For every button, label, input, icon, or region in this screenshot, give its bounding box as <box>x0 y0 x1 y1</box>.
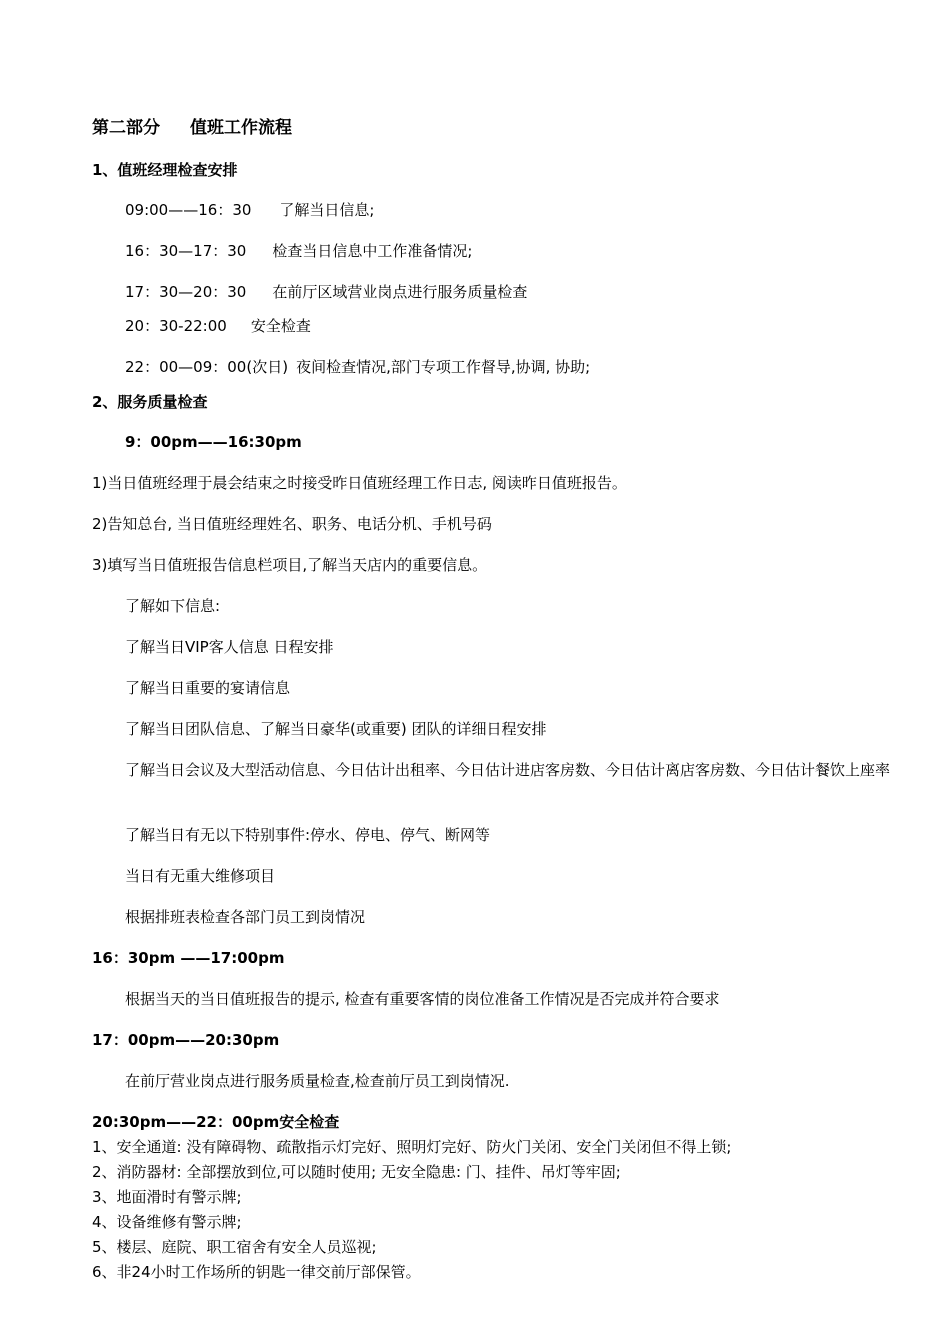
part-title: 第二部分 <box>92 118 160 138</box>
safety-item: 3、地面滑时有警示牌; <box>92 1188 242 1206</box>
safety-item: 2、消防器材: 全部摆放到位,可以随时使用; 无安全隐患: 门、挂件、吊灯等牢固; <box>92 1163 621 1181</box>
period-desc: 在前厅营业岗点进行服务质量检查,检查前厅员工到岗情况. <box>125 1072 510 1090</box>
part-subtitle: 值班工作流程 <box>190 118 292 138</box>
info-item: 根据排班表检查各部门员工到岗情况 <box>125 908 366 926</box>
page-title <box>92 118 292 138</box>
schedule-row <box>125 241 472 261</box>
section2-heading: 2、服务质量检查 <box>92 393 208 411</box>
info-item: 当日有无重大维修项目 <box>125 867 276 885</box>
schedule-desc: 了解当日信息; <box>279 201 375 219</box>
schedule-time: 22：00—09：00(次日) <box>125 358 289 376</box>
schedule-desc: 安全检查 <box>250 317 311 335</box>
schedule-time: 17：30—20：30 <box>125 283 247 301</box>
schedule-row <box>125 200 374 220</box>
schedule-desc: 夜间检查情况,部门专项工作督导,协调, 协助; <box>296 358 591 376</box>
schedule-row <box>125 357 590 377</box>
safety-item: 6、非24小时工作场所的钥匙一律交前厅部保管。 <box>92 1263 421 1281</box>
period-time: 9：00pm——16:30pm <box>125 433 302 451</box>
schedule-time: 16：30—17：30 <box>125 242 247 260</box>
step-item: 1)当日值班经理于晨会结束之时接受昨日值班经理工作日志, 阅读昨日值班报告。 <box>92 474 627 492</box>
info-item: 了解当日VIP客人信息 日程安排 <box>125 638 334 656</box>
safety-item: 4、设备维修有警示牌; <box>92 1213 242 1231</box>
schedule-time: 20：30-22:00 <box>125 317 227 335</box>
schedule-desc: 检查当日信息中工作准备情况; <box>272 242 473 260</box>
period-time: 20:30pm——22：00pm安全检查 <box>92 1113 340 1131</box>
schedule-row <box>125 282 527 302</box>
period-time: 16：30pm ——17:00pm <box>92 949 285 967</box>
period-desc: 根据当天的当日值班报告的提示, 检查有重要客情的岗位准备工作情况是否完成并符合要求 <box>125 990 720 1008</box>
step-item: 3)填写当日值班报告信息栏项目,了解当天店内的重要信息。 <box>92 556 488 574</box>
info-item: 了解当日有无以下特别事件:停水、停电、停气、断网等 <box>125 826 491 844</box>
safety-item: 5、楼层、庭院、职工宿舍有安全人员巡视; <box>92 1238 377 1256</box>
schedule-row <box>125 316 311 336</box>
info-item: 了解当日重要的宴请信息 <box>125 679 291 697</box>
info-intro: 了解如下信息: <box>125 597 221 615</box>
section1-heading: 1、值班经理检查安排 <box>92 161 238 179</box>
info-item: 了解当日会议及大型活动信息、今日估计出租率、今日估计进店客房数、今日估计离店客房数、今日估计餐饮上座率 <box>125 761 891 779</box>
period-time: 17：00pm——20:30pm <box>92 1031 280 1049</box>
safety-item: 1、安全通道: 没有障碍物、疏散指示灯完好、照明灯完好、防火门关闭、安全门关闭但不得上锁; <box>92 1138 732 1156</box>
schedule-time: 09:00——16：30 <box>125 201 252 219</box>
step-item: 2)告知总台, 当日值班经理姓名、职务、电话分机、手机号码 <box>92 515 492 533</box>
schedule-desc: 在前厅区域营业岗点进行服务质量检查 <box>272 283 528 301</box>
info-item: 了解当日团队信息、了解当日豪华(或重要) 团队的详细日程安排 <box>125 720 547 738</box>
